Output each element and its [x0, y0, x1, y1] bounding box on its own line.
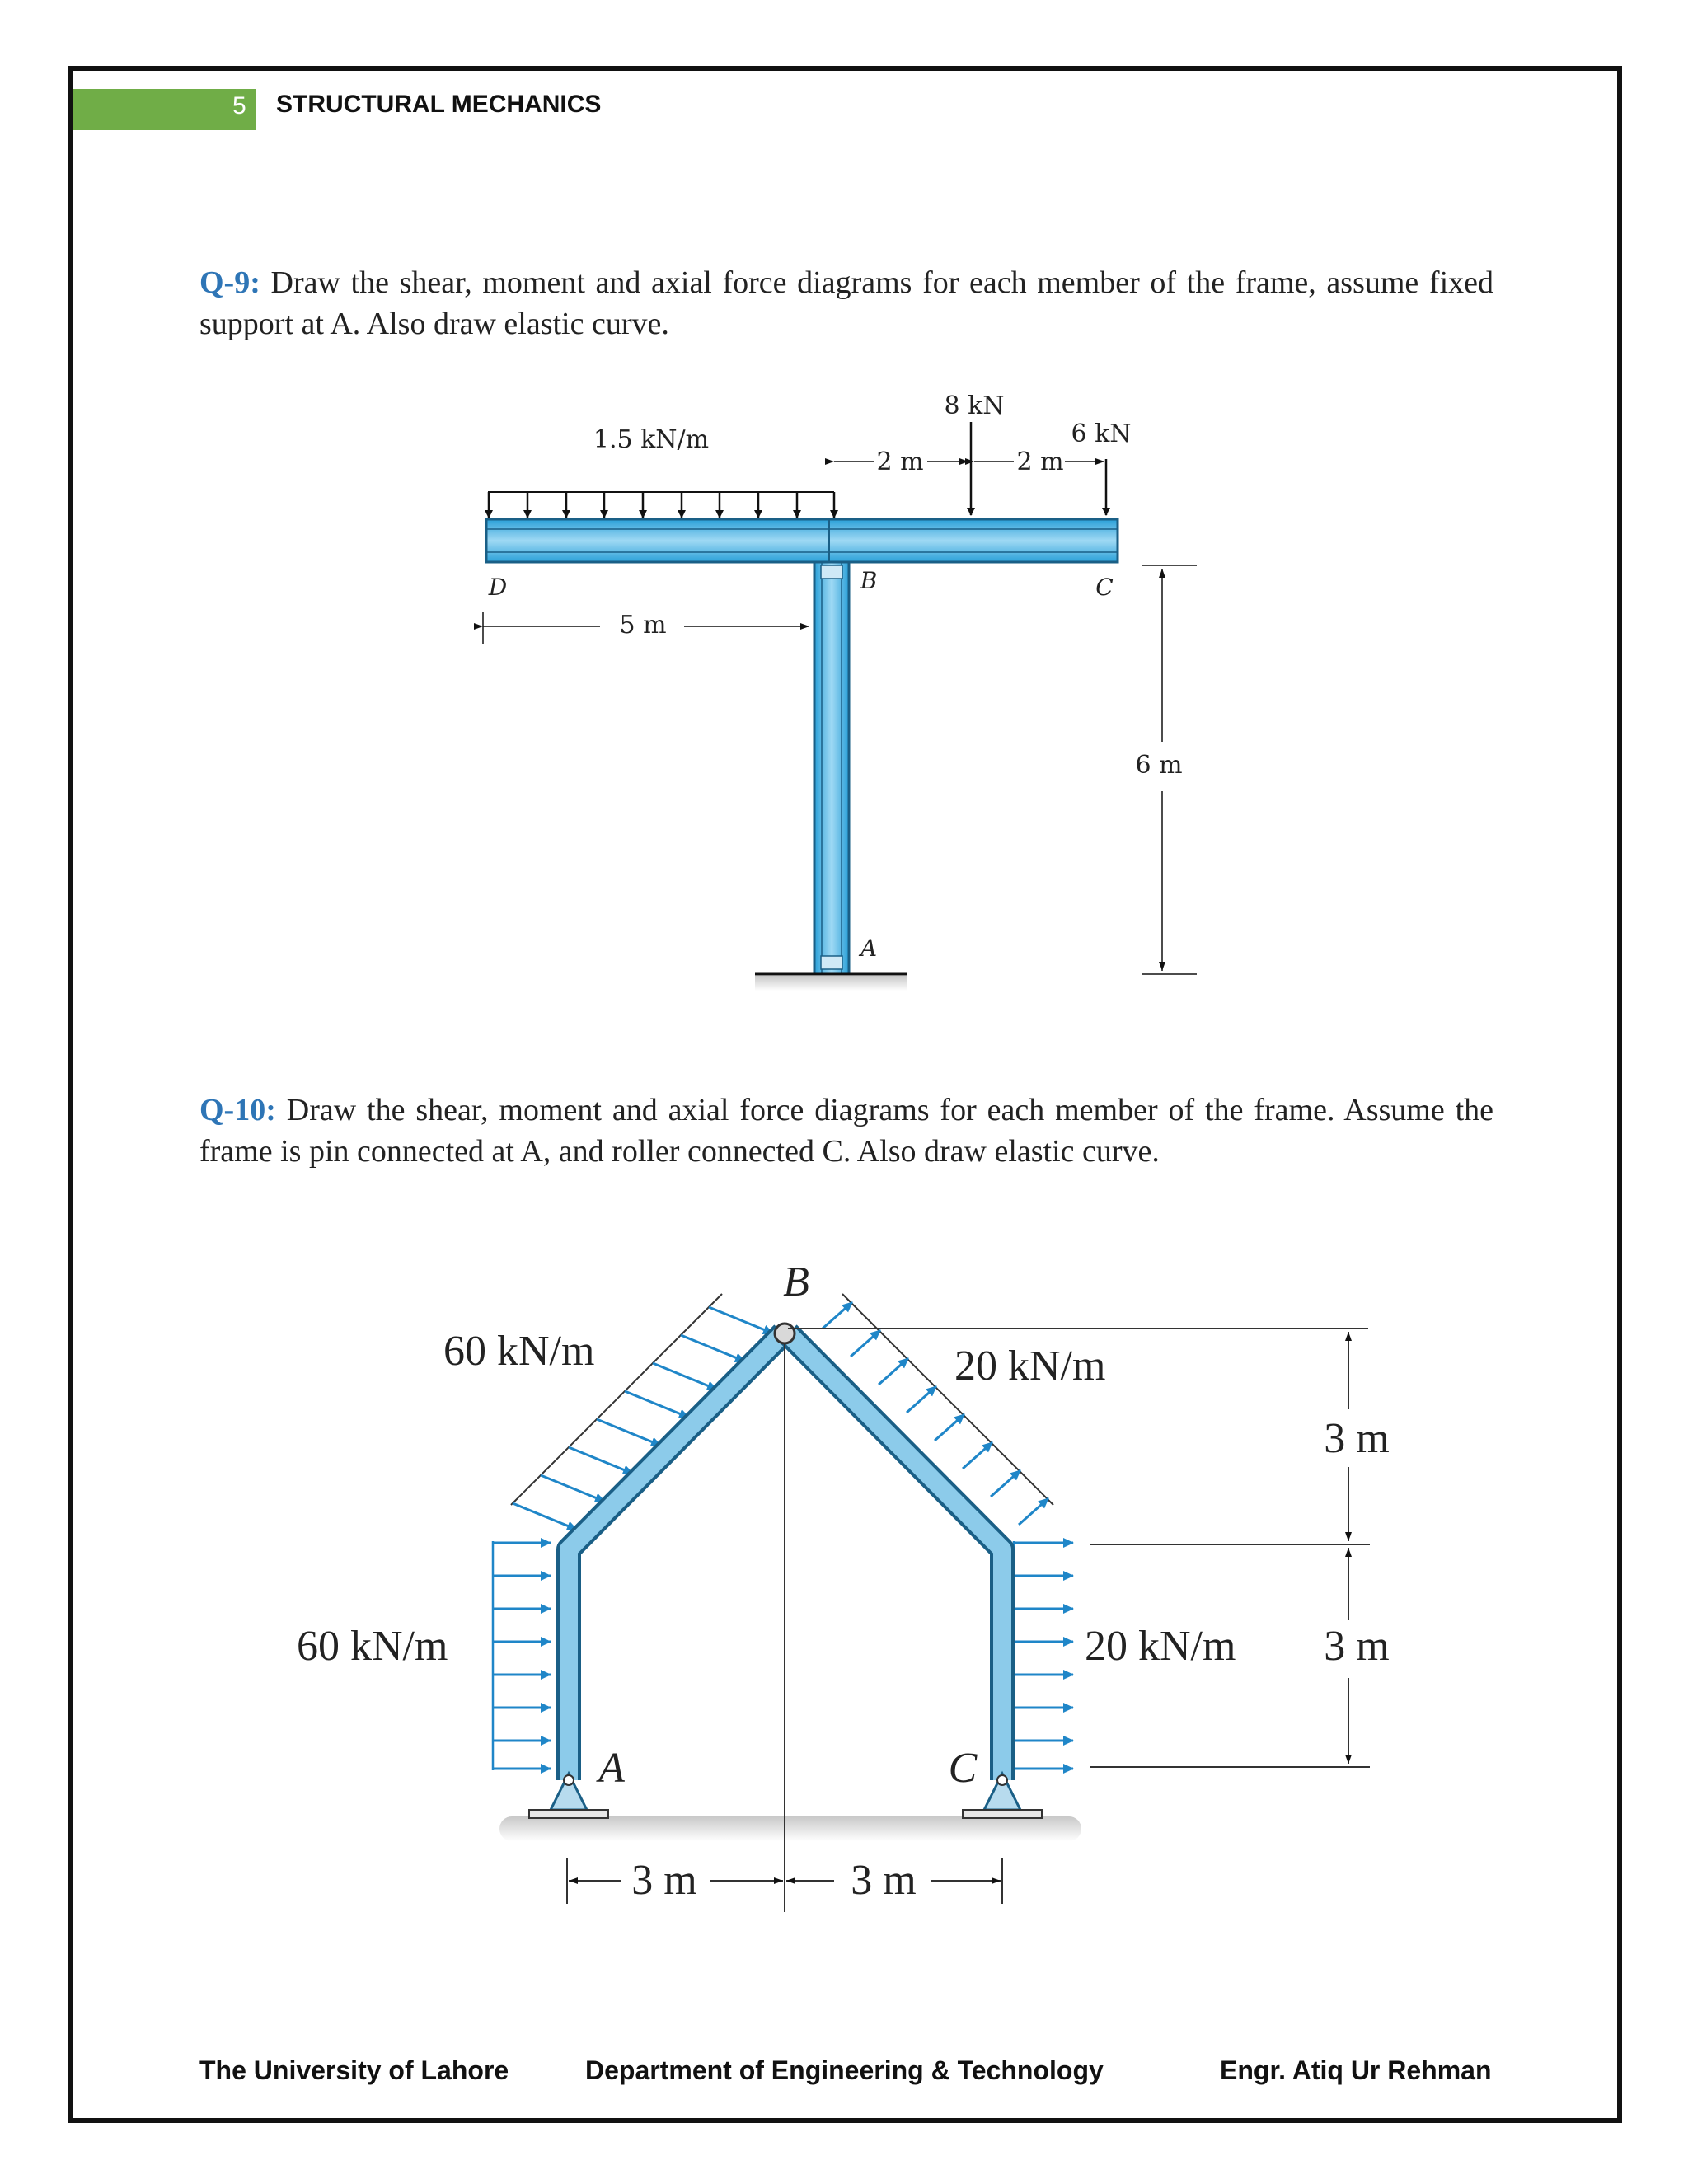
load-arrows-right-vertical: [1014, 1543, 1073, 1769]
node-a-label: A: [860, 935, 878, 962]
column-ab: [814, 562, 849, 974]
point-load-8kn-label: 8 kN: [944, 391, 1005, 420]
node-a-label: A: [598, 1745, 625, 1792]
question-10-label: Q-10:: [199, 1093, 276, 1127]
node-b-label: B: [783, 1258, 809, 1305]
node-c-label: C: [1095, 574, 1114, 601]
udl-label: 1.5 kN/m: [593, 425, 710, 454]
ground: [499, 1816, 1081, 1841]
member-ab: [569, 1333, 783, 1780]
load-baseline-right: [842, 1294, 1053, 1505]
connection-plate-b: [821, 565, 842, 579]
frame-figure-q10: [297, 1258, 1390, 1912]
member-cb: [788, 1333, 1002, 1780]
question-9-label: Q-9:: [199, 265, 260, 300]
beam-db-c: [486, 519, 1118, 562]
dim-2m-label: 2 m: [876, 448, 924, 476]
header-title: STRUCTURAL MECHANICS: [276, 91, 602, 118]
load-left-inclined-label: 60 kN/m: [443, 1328, 595, 1375]
load-left-vertical-label: 60 kN/m: [297, 1623, 448, 1670]
pin-b: [775, 1324, 795, 1343]
dim-3m-right-label: 3 m: [851, 1857, 917, 1904]
dim-5m-label: 5 m: [619, 611, 667, 640]
load-arrows-left-vertical: [493, 1543, 551, 1769]
point-load-6kn-label: 6 kN: [1071, 419, 1132, 448]
dim-3m-top-label: 3 m: [1324, 1415, 1390, 1462]
dim-3m-side-label: 3 m: [1324, 1623, 1390, 1670]
node-d-label: D: [488, 574, 508, 601]
question-10-text: Draw the shear, moment and axial force diagrams for each member of the frame. Assume the frame is pin connected at A, and roller connected C. Also draw elastic curve.: [199, 1093, 1493, 1169]
page-number: 5: [232, 92, 246, 120]
udl-arrows: [488, 492, 834, 518]
dim-2m-label: 2 m: [1016, 448, 1064, 476]
frame-figure-q9: [483, 391, 1197, 991]
dim-6m-label: 6 m: [1135, 751, 1183, 780]
load-baseline-left: [511, 1294, 722, 1505]
footer-author: Engr. Atiq Ur Rehman: [1220, 2055, 1492, 2085]
footer-university: The University of Lahore: [199, 2055, 509, 2085]
load-right-vertical-label: 20 kN/m: [1085, 1623, 1236, 1670]
footer-department: Department of Engineering & Technology: [585, 2055, 1104, 2085]
pin-support-a: [529, 1774, 608, 1818]
node-c-label: C: [948, 1745, 978, 1792]
connection-plate-a: [821, 956, 842, 969]
load-right-inclined-label: 20 kN/m: [954, 1343, 1106, 1390]
node-b-label: B: [860, 567, 878, 594]
dim-3m-left-label: 3 m: [631, 1857, 697, 1904]
question-9-text: Draw the shear, moment and axial force diagrams for each member of the frame, assume fixed support at A. Also draw elastic curve.: [199, 265, 1493, 341]
